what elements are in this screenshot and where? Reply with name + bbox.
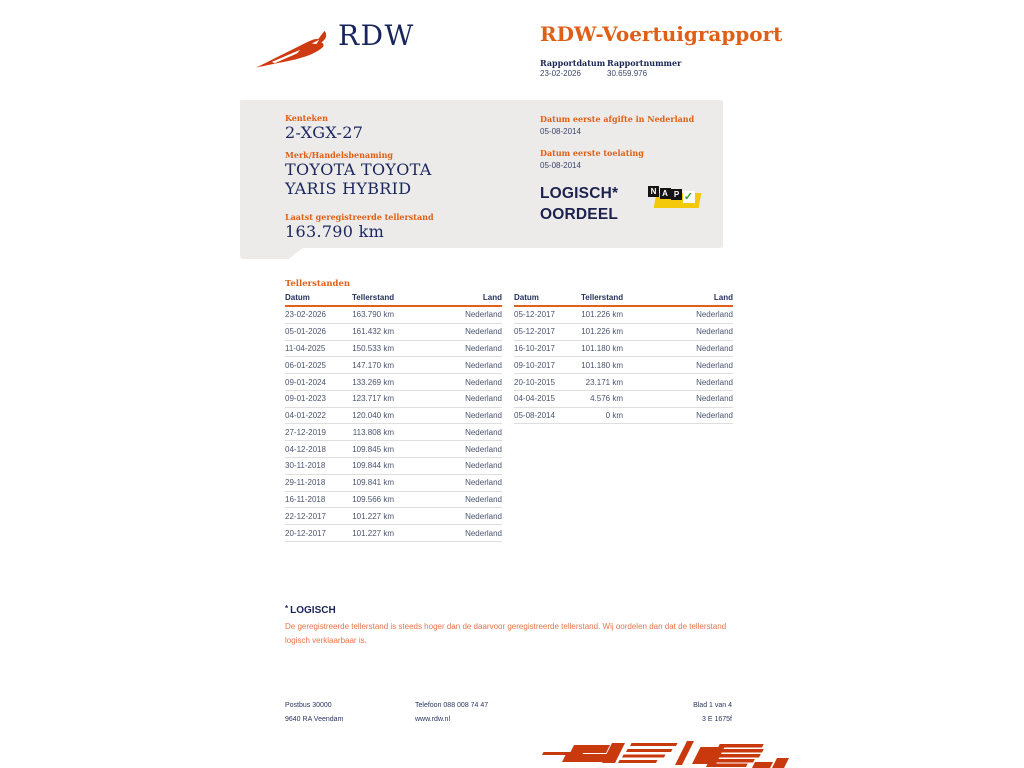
column-header-datum: Datum <box>514 291 581 306</box>
table-row <box>285 323 502 340</box>
table-row <box>285 474 502 491</box>
cell-datum: 23-02-2026 <box>285 306 352 323</box>
cell-tellerstand: 101.226 km <box>581 306 623 323</box>
merk-label: Merk/Handelsbenaming <box>285 150 394 160</box>
cell-datum: 30-11-2018 <box>285 458 352 475</box>
document-title: RDW-Voertuigrapport <box>540 22 783 46</box>
cell-land: Nederland <box>394 306 502 323</box>
table-row <box>285 508 502 525</box>
cell-tellerstand: 109.841 km <box>352 474 394 491</box>
table-row <box>514 340 733 357</box>
cell-land: Nederland <box>394 474 502 491</box>
cell-datum: 11-04-2025 <box>285 340 352 357</box>
cell-tellerstand: 109.844 km <box>352 458 394 475</box>
cell-land: Nederland <box>623 374 733 391</box>
box-tab-decoration <box>240 247 304 259</box>
laatste-tellerstand-value: 163.790 km <box>285 222 385 241</box>
cell-tellerstand: 150.533 km <box>352 340 394 357</box>
tellerstanden-section-title: Tellerstanden <box>285 279 351 289</box>
footer-address-line2: 9640 RA Veendam <box>285 716 344 723</box>
nap-letter-a: A <box>660 188 671 199</box>
column-header-land: Land <box>623 291 733 306</box>
cell-datum: 04-04-2015 <box>514 390 581 407</box>
footer-page-number: Blad 1 van 4 <box>693 702 732 709</box>
kenteken-value: 2-XGX-27 <box>285 123 364 142</box>
cell-datum: 05-12-2017 <box>514 323 581 340</box>
column-header-land: Land <box>394 291 502 306</box>
cell-datum: 09-01-2024 <box>285 374 352 391</box>
table-row <box>514 357 733 374</box>
table-row <box>514 407 733 424</box>
cell-land: Nederland <box>394 508 502 525</box>
rdw-wordmark: RDW <box>338 19 415 52</box>
cell-datum: 04-12-2018 <box>285 441 352 458</box>
cell-tellerstand: 101.226 km <box>581 323 623 340</box>
cell-datum: 29-11-2018 <box>285 474 352 491</box>
cell-tellerstand: 101.180 km <box>581 357 623 374</box>
cell-tellerstand: 120.040 km <box>352 407 394 424</box>
merk-value-line2: YARIS HYBRID <box>285 179 412 198</box>
cell-tellerstand: 101.180 km <box>581 340 623 357</box>
cell-land: Nederland <box>394 340 502 357</box>
cell-land: Nederland <box>394 357 502 374</box>
cell-land: Nederland <box>623 390 733 407</box>
cell-land: Nederland <box>394 374 502 391</box>
cell-land: Nederland <box>623 306 733 323</box>
odometer-table-left-body <box>285 306 502 541</box>
cell-land: Nederland <box>394 323 502 340</box>
cell-tellerstand: 133.269 km <box>352 374 394 391</box>
table-row <box>285 374 502 391</box>
table-row <box>285 357 502 374</box>
cell-datum: 16-10-2017 <box>514 340 581 357</box>
cell-land: Nederland <box>623 407 733 424</box>
cell-land: Nederland <box>394 491 502 508</box>
cell-land: Nederland <box>394 424 502 441</box>
cell-land: Nederland <box>394 525 502 542</box>
cell-tellerstand: 113.808 km <box>352 424 394 441</box>
footer-address-line1: Postbus 30000 <box>285 702 332 709</box>
cell-datum: 05-08-2014 <box>514 407 581 424</box>
cell-datum: 09-10-2017 <box>514 357 581 374</box>
table-row <box>285 441 502 458</box>
cell-datum: 16-11-2018 <box>285 491 352 508</box>
cell-tellerstand: 109.845 km <box>352 441 394 458</box>
odometer-table-left <box>285 291 502 542</box>
nap-letter-p: P <box>671 189 682 200</box>
cell-land: Nederland <box>394 441 502 458</box>
eerste-afgifte-label: Datum eerste afgifte in Nederland <box>540 114 695 124</box>
vehicle-summary-box <box>240 100 723 248</box>
table-row <box>285 306 502 323</box>
eerste-afgifte-value: 05-08-2014 <box>540 127 581 136</box>
cell-datum: 20-10-2015 <box>514 374 581 391</box>
cell-datum: 05-12-2017 <box>514 306 581 323</box>
cell-tellerstand: 101.227 km <box>352 525 394 542</box>
cell-tellerstand: 123.717 km <box>352 390 394 407</box>
column-header-tellerstand: Tellerstand <box>581 291 623 306</box>
cell-tellerstand: 0 km <box>581 407 623 424</box>
laatste-tellerstand-label: Laatst geregistreerde tellerstand <box>285 212 434 222</box>
eerste-toelating-label: Datum eerste toelating <box>540 148 644 158</box>
report-date-value: 23-02-2026 <box>540 69 581 78</box>
nap-logo <box>648 184 702 212</box>
footer-phone: Telefoon 088 008 74 47 <box>415 702 489 709</box>
table-header-row <box>514 291 733 306</box>
oordeel-line2: OORDEEL <box>540 206 619 223</box>
cell-land: Nederland <box>394 407 502 424</box>
report-number-value: 30.659.976 <box>607 69 648 78</box>
eerste-toelating-value: 05-08-2014 <box>540 161 581 170</box>
footnote-title-text: LOGISCH <box>290 605 336 616</box>
cell-land: Nederland <box>394 390 502 407</box>
kenteken-label: Kenteken <box>285 113 328 123</box>
nap-letter-n: N <box>648 186 659 197</box>
cell-datum: 09-01-2023 <box>285 390 352 407</box>
table-row <box>285 491 502 508</box>
cell-datum: 06-01-2025 <box>285 357 352 374</box>
rdw-logo-icon <box>254 17 336 72</box>
cell-land: Nederland <box>623 357 733 374</box>
cell-land: Nederland <box>394 458 502 475</box>
merk-value-line1: TOYOTA TOYOTA <box>285 160 432 179</box>
cell-datum: 22-12-2017 <box>285 508 352 525</box>
table-row <box>514 323 733 340</box>
footer-website: www.rdw.nl <box>415 716 451 723</box>
cell-datum: 05-01-2026 <box>285 323 352 340</box>
cell-tellerstand: 161.432 km <box>352 323 394 340</box>
cell-tellerstand: 109.566 km <box>352 491 394 508</box>
column-header-tellerstand: Tellerstand <box>352 291 394 306</box>
table-row <box>514 306 733 323</box>
table-row <box>285 424 502 441</box>
report-date-label: Rapportdatum <box>540 58 606 68</box>
cell-tellerstand: 163.790 km <box>352 306 394 323</box>
report-number-label: Rapportnummer <box>607 58 682 68</box>
cell-datum: 04-01-2022 <box>285 407 352 424</box>
cell-tellerstand: 23.171 km <box>581 374 623 391</box>
table-row <box>514 390 733 407</box>
table-row <box>285 340 502 357</box>
oordeel-line1: LOGISCH* <box>540 185 619 202</box>
odometer-table-right-body <box>514 306 733 424</box>
footnote-asterisk: * <box>285 604 289 613</box>
column-header-datum: Datum <box>285 291 352 306</box>
cell-tellerstand: 101.227 km <box>352 508 394 525</box>
cell-datum: 20-12-2017 <box>285 525 352 542</box>
table-row <box>285 390 502 407</box>
nap-checkmark-icon: ✓ <box>683 190 694 203</box>
table-row <box>285 525 502 542</box>
cell-tellerstand: 147.170 km <box>352 357 394 374</box>
odometer-table-right <box>514 291 733 424</box>
footnote-text: De geregistreerde tellerstand is steeds hoger dan de daarvoor geregistreerde tellerstand. Wij oordelen dan dat de tellerstand logisch verklaarbaar is. <box>285 622 727 645</box>
table-header-row <box>285 291 502 306</box>
footer-form-code: 3 E 1675f <box>702 716 732 723</box>
table-row <box>514 374 733 391</box>
cell-tellerstand: 4.576 km <box>581 390 623 407</box>
cell-datum: 27-12-2019 <box>285 424 352 441</box>
footnote-title <box>285 604 336 616</box>
table-row <box>285 407 502 424</box>
cell-land: Nederland <box>623 340 733 357</box>
cell-land: Nederland <box>623 323 733 340</box>
speed-lines-graphic <box>540 737 790 768</box>
table-row <box>285 458 502 475</box>
